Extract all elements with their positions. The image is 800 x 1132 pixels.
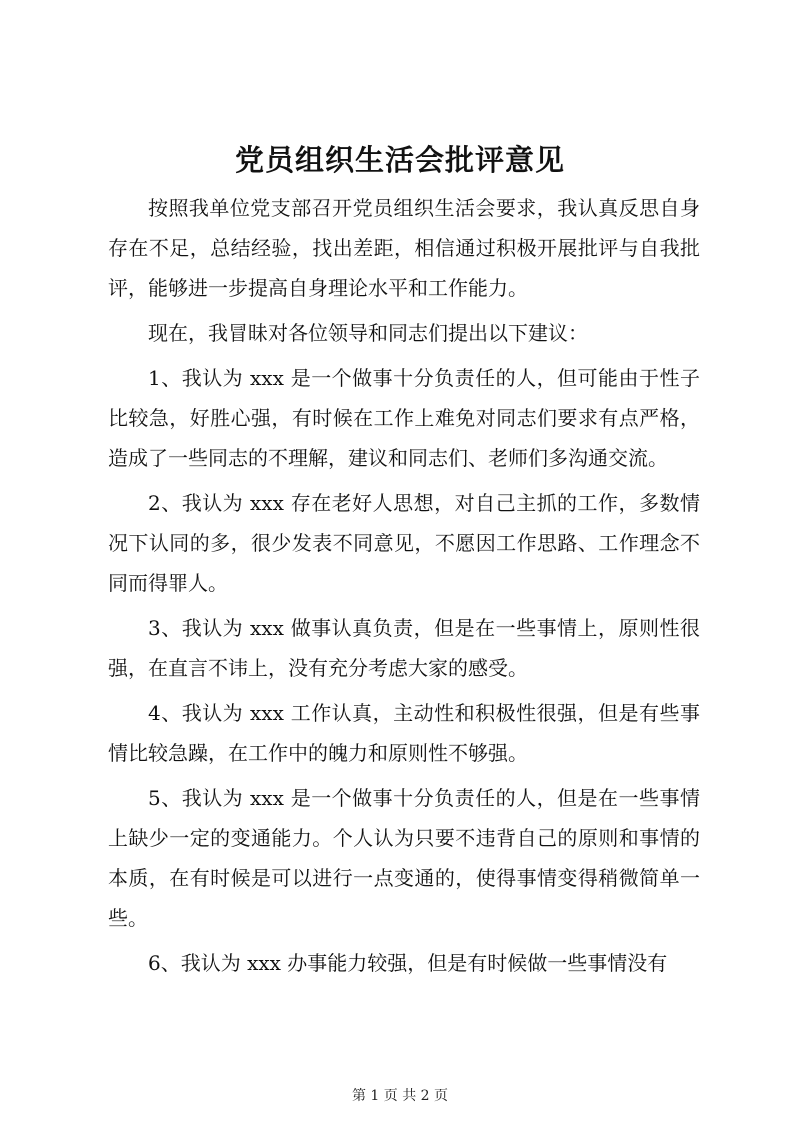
paragraph-item-4: 4、我认为 xxx 工作认真，主动性和积极性很强，但是有些事情比较急躁，在工作中的魄力和原则性不够强。 xyxy=(108,701,700,765)
paragraph-item-6: 6、我认为 xxx 办事能力较强，但是有时候做一些事情没有 xyxy=(148,951,668,975)
document-body xyxy=(108,188,700,988)
paragraph-lead: 现在，我冒昧对各位领导和同志们提出以下建议： xyxy=(148,321,588,345)
page-footer: 第 1 页 共 2 页 xyxy=(351,1088,449,1104)
paragraph-item-3: 3、我认为 xxx 做事认真负责，但是在一些事情上，原则性很强，在直言不讳上，没有充分考虑大家的感受。 xyxy=(108,616,700,680)
paragraph-item-1: 1、我认为 xxx 是一个做事十分负责任的人，但可能由于性子比较急，好胜心强，有时候在工作上难免对同志们要求有点严格，造成了一些同志的不理解，建议和同志们、老师们多沟通交流。 xyxy=(108,366,700,470)
paragraph-intro: 按照我单位党支部召开党员组织生活会要求，我认真反思自身存在不足，总结经验，找出差距，相信通过积极开展批评与自我批评，能够进一步提高自身理论水平和工作能力。 xyxy=(108,196,700,300)
document-title: 党员组织生活会批评意见 xyxy=(234,143,565,177)
paragraph-item-5: 5、我认为 xxx 是一个做事十分负责任的人，但是在一些事情上缺少一定的变通能力。个人认为只要不违背自己的原则和事情的本质，在有时候是可以进行一点变通的，使得事情变得稍微简单一些。 xyxy=(108,786,700,930)
paragraph-item-2: 2、我认为 xxx 存在老好人思想，对自己主抓的工作，多数情况下认同的多，很少发表不同意见，不愿因工作思路、工作理念不同而得罪人。 xyxy=(108,491,700,595)
